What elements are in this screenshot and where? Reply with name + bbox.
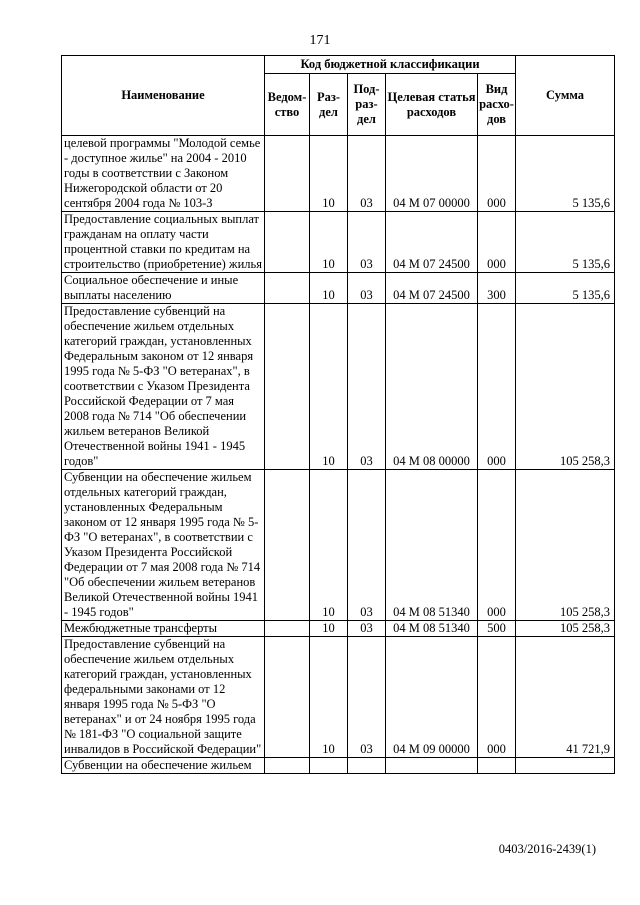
row-razdel: 10	[310, 621, 348, 637]
row-target-article	[386, 758, 478, 774]
header-podrazdel: Под-раз-дел	[348, 74, 386, 136]
row-target-article: 04 М 07 24500	[386, 212, 478, 273]
row-razdel: 10	[310, 304, 348, 470]
header-name: Наименование	[62, 56, 265, 136]
row-target-article: 04 М 08 51340	[386, 470, 478, 621]
row-sum: 5 135,6	[516, 273, 615, 304]
row-sum: 5 135,6	[516, 136, 615, 212]
row-podrazdel: 03	[348, 621, 386, 637]
row-name: целевой программы "Молодой семье - доступное жилье" на 2004 - 2010 годы в соответствии с Законом Нижегородской области от 20 сентября 2004 года № 103-З	[62, 136, 265, 212]
table-row	[62, 304, 615, 470]
row-razdel: 10	[310, 470, 348, 621]
row-podrazdel: 03	[348, 304, 386, 470]
row-name: Субвенции на обеспечение жильем	[62, 758, 265, 774]
row-name: Предоставление субвенций на обеспечение жильем отдельных категорий граждан, установленных Федеральным законом от 12 января 1995 года № 5-ФЗ "О ветеранах", в соответствии с Указом Президента Российской Федерации от 7 мая 2008 года № 714 "Об обеспечении жильем ветеранов Великой Отечественной войны 1941 - 1945 годов"	[62, 304, 265, 470]
row-expense-type: 000	[478, 637, 516, 758]
row-vedomstvo	[265, 758, 310, 774]
row-vedomstvo	[265, 273, 310, 304]
row-podrazdel: 03	[348, 136, 386, 212]
table-row	[62, 212, 615, 273]
row-vedomstvo	[265, 470, 310, 621]
row-razdel: 10	[310, 212, 348, 273]
row-vedomstvo	[265, 304, 310, 470]
row-target-article: 04 М 08 00000	[386, 304, 478, 470]
row-target-article: 04 М 07 00000	[386, 136, 478, 212]
table-row	[62, 637, 615, 758]
header-classification-group: Код бюджетной классификации	[265, 56, 516, 74]
row-expense-type: 000	[478, 470, 516, 621]
row-name: Субвенции на обеспечение жильем отдельных категорий граждан, установленных Федеральным законом от 12 января 1995 года № 5-ФЗ "О ветеранах", в соответствии с Указом Президента Российской Федерации от 7 мая 2008 года № 714 "Об обеспечении жильем ветеранов Великой Отечественной войны 1941 - 1945 годов"	[62, 470, 265, 621]
row-vedomstvo	[265, 621, 310, 637]
table-row	[62, 621, 615, 637]
row-sum: 41 721,9	[516, 637, 615, 758]
row-vedomstvo	[265, 136, 310, 212]
row-podrazdel: 03	[348, 470, 386, 621]
row-name: Предоставление социальных выплат гражданам на оплату части процентной ставки по кредитам на строительство (приобретение) жилья	[62, 212, 265, 273]
table-row	[62, 273, 615, 304]
header-vedomstvo: Ведом-ство	[265, 74, 310, 136]
row-expense-type	[478, 758, 516, 774]
row-sum: 105 258,3	[516, 621, 615, 637]
table-row	[62, 136, 615, 212]
row-sum: 105 258,3	[516, 470, 615, 621]
row-razdel: 10	[310, 637, 348, 758]
row-sum: 105 258,3	[516, 304, 615, 470]
row-name: Социальное обеспечение и иные выплаты населению	[62, 273, 265, 304]
row-vedomstvo	[265, 212, 310, 273]
row-name: Межбюджетные трансферты	[62, 621, 265, 637]
row-sum: 5 135,6	[516, 212, 615, 273]
row-expense-type: 000	[478, 304, 516, 470]
row-expense-type: 000	[478, 136, 516, 212]
header-sum: Сумма	[516, 56, 615, 136]
page-number: 171	[309, 33, 331, 48]
row-razdel: 10	[310, 136, 348, 212]
row-expense-type: 000	[478, 212, 516, 273]
row-target-article: 04 М 08 51340	[386, 621, 478, 637]
row-target-article: 04 М 07 24500	[386, 273, 478, 304]
header-razdel: Раз-дел	[310, 74, 348, 136]
row-podrazdel: 03	[348, 273, 386, 304]
row-expense-type: 500	[478, 621, 516, 637]
row-expense-type: 300	[478, 273, 516, 304]
row-podrazdel	[348, 758, 386, 774]
row-vedomstvo	[265, 637, 310, 758]
table-row	[62, 470, 615, 621]
document-code: 0403/2016-2439(1)	[498, 842, 596, 856]
row-podrazdel: 03	[348, 212, 386, 273]
budget-table	[61, 55, 615, 774]
header-expense-type: Вид расхо-дов	[478, 74, 516, 136]
row-podrazdel: 03	[348, 637, 386, 758]
row-razdel	[310, 758, 348, 774]
header-target-article: Целевая статья расходов	[386, 74, 478, 136]
row-razdel: 10	[310, 273, 348, 304]
table-row	[62, 758, 615, 774]
row-sum	[516, 758, 615, 774]
row-name: Предоставление субвенций на обеспечение жильем отдельных категорий граждан, установленных федеральными законами от 12 января 1995 года № 5-ФЗ "О ветеранах" и от 24 ноября 1995 года № 181-ФЗ "О социальной защите инвалидов в Российской Федерации"	[62, 637, 265, 758]
row-target-article: 04 М 09 00000	[386, 637, 478, 758]
